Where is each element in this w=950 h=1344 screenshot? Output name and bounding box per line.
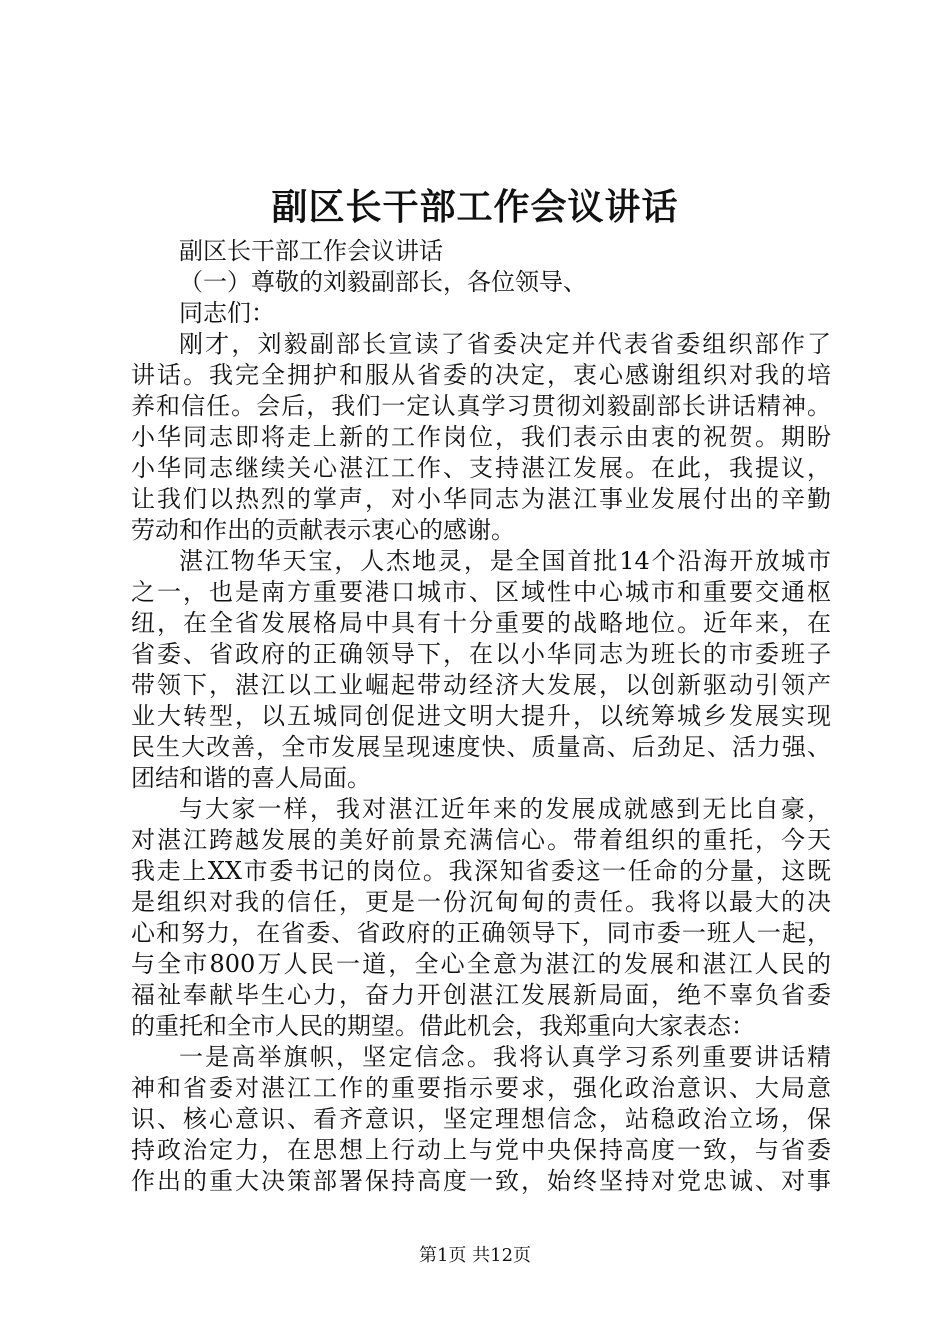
- body-line: 福祉奉献毕生心力，奋力开创湛江发展新局面，绝不辜负省委: [131, 981, 831, 1009]
- body-line: 的重托和全市人民的期望。借此机会，我郑重向大家表态：: [131, 1012, 755, 1040]
- body-line: 省委、省政府的正确领导下，在以小华同志为班长的市委班子: [131, 640, 831, 668]
- body-line: 纽，在全省发展格局中具有十分重要的战略地位。近年来，在: [131, 609, 831, 637]
- body-line: 团结和谐的喜人局面。: [131, 764, 371, 792]
- body-line: 作出的重大决策部署保持高度一致，始终坚持对党忠诚、对事: [131, 1167, 831, 1195]
- body-line: 业大转型，以五城同创促进文明大提升，以统筹城乡发展实现: [131, 702, 831, 730]
- page-footer: 第1页 共12页: [418, 1245, 532, 1266]
- body-line: 与大家一样，我对湛江近年来的发展成就感到无比自豪，: [179, 795, 831, 823]
- body-line: 民生大改善，全市发展呈现速度快、质量高、后劲足、活力强、: [131, 733, 831, 761]
- body-line: 同志们：: [179, 299, 275, 327]
- body-line: 小华同志继续关心湛江工作、支持湛江发展。在此，我提议，: [131, 454, 831, 482]
- body-line: 养和信任。会后，我们一定认真学习贯彻刘毅副部长讲话精神。: [131, 392, 831, 420]
- body-line: 识、核心意识、看齐意识，坚定理想信念，站稳政治立场，保: [131, 1105, 831, 1133]
- body-line: 让我们以热烈的掌声，对小华同志为湛江事业发展付出的辛勤: [131, 485, 831, 513]
- body-line: 是组织对我的信任，更是一份沉甸甸的责任。我将以最大的决: [131, 888, 831, 916]
- body-line: 刚才，刘毅副部长宣读了省委决定并代表省委组织部作了: [179, 330, 831, 358]
- body-line: 心和努力，在省委、省政府的正确领导下，同市委一班人一起，: [131, 919, 831, 947]
- body-line: 与全市800万人民一道，全心全意为湛江的发展和湛江人民的: [131, 950, 831, 978]
- body-line: 劳动和作出的贡献表示衷心的感谢。: [131, 516, 515, 544]
- body-line: 小华同志即将走上新的工作岗位，我们表示由衷的祝贺。期盼: [131, 423, 831, 451]
- body-line: 湛江物华天宝，人杰地灵，是全国首批14个沿海开放城市: [179, 547, 831, 575]
- body-line: （一）尊敬的刘毅副部长，各位领导、: [179, 268, 587, 296]
- body-line: 带领下，湛江以工业崛起带动经济大发展，以创新驱动引领产: [131, 671, 831, 699]
- body-line: 一是高举旗帜，坚定信念。我将认真学习系列重要讲话精: [179, 1043, 831, 1071]
- body-line: 持政治定力，在思想上行动上与党中央保持高度一致，与省委: [131, 1136, 831, 1164]
- document-body: [131, 236, 831, 1197]
- document-title: 副区长干部工作会议讲话: [271, 186, 679, 228]
- body-line: 之一，也是南方重要港口城市、区域性中心城市和重要交通枢: [131, 578, 831, 606]
- body-line: 神和省委对湛江工作的重要指示要求，强化政治意识、大局意: [131, 1074, 831, 1102]
- body-line: 我走上XX市委书记的岗位。我深知省委这一任命的分量，这既: [131, 857, 831, 885]
- body-line: 讲话。我完全拥护和服从省委的决定，衷心感谢组织对我的培: [131, 361, 831, 389]
- body-line: 对湛江跨越发展的美好前景充满信心。带着组织的重托，今天: [131, 826, 831, 854]
- body-line: 副区长干部工作会议讲话: [179, 237, 443, 265]
